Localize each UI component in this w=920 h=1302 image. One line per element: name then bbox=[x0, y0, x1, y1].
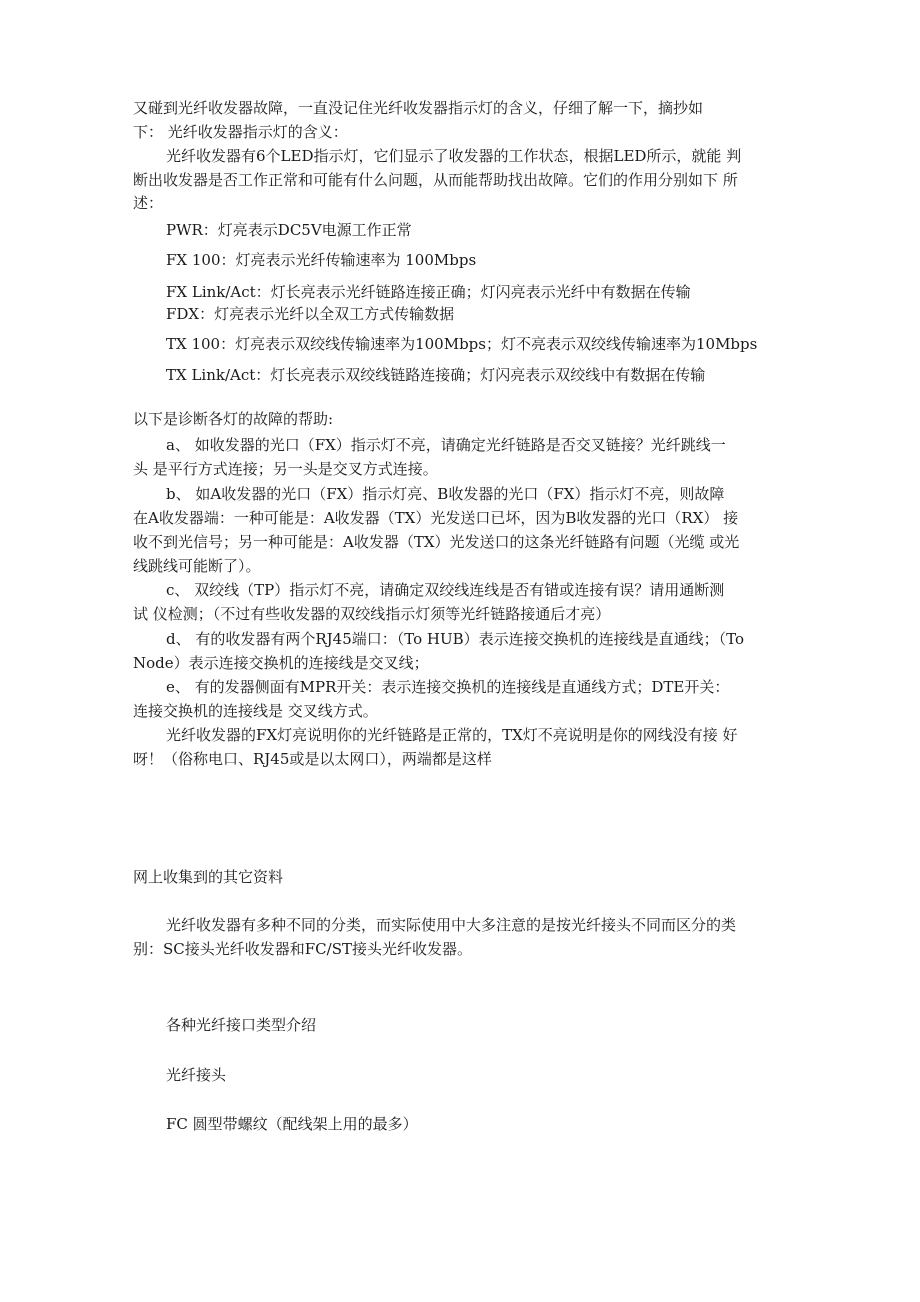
led-item-fx100: FX 100：灯亮表示光纤传输速率为 100Mbps bbox=[166, 251, 477, 269]
led-item-tx-link: TX Link/Act：灯长亮表示双绞线链路连接确；灯闪亮表示双绞线中有数据在传输 bbox=[166, 366, 706, 384]
led-intro-line-3: 述： bbox=[133, 194, 164, 212]
led-item-fx-link: FX Link/Act：灯长亮表示光纤链路连接正确；灯闪亮表示光纤中有数据在传输 bbox=[166, 283, 691, 301]
diagnosis-f-line-1: 光纤收发器的FX灯亮说明你的光纤链路是正常的，TX灯不亮说明是你的网线没有接 好 bbox=[166, 726, 738, 744]
other-heading: 网上收集到的其它资料 bbox=[133, 868, 284, 886]
diagnosis-heading: 以下是诊断各灯的故障的帮助: bbox=[133, 410, 334, 428]
diagnosis-d-line-1: d、 有的收发器有两个RJ45端口：（To HUB）表示连接交换机的连接线是直通线；（To bbox=[166, 630, 745, 648]
fiber-connector-heading: 光纤接头 bbox=[166, 1066, 227, 1084]
diagnosis-f-line-2: 呀！（俗称电口、RJ45或是以太网口），两端都是这样 bbox=[133, 750, 492, 768]
diagnosis-d-line-2: Node）表示连接交换机的连接线是交叉线； bbox=[133, 654, 429, 672]
other-paragraph-line-2: 别：SC接头光纤收发器和FC/ST接头光纤收发器。 bbox=[133, 940, 472, 958]
diagnosis-c-line-1: c、 双绞线（TP）指示灯不亮，请确定双绞线连线是否有错或连接有误？请用通断测 bbox=[166, 581, 725, 599]
led-intro-line-1: 光纤收发器有6个LED指示灯，它们显示了收发器的工作状态，根据LED所示，就能 判 bbox=[166, 147, 742, 165]
fc-connector-item: FC 圆型带螺纹（配线架上用的最多） bbox=[166, 1115, 418, 1133]
diagnosis-b-line-2: 在A收发器端：一种可能是：A收发器（TX）光发送口已坏，因为B收发器的光口（RX） 接 bbox=[133, 509, 739, 527]
other-paragraph-line-1: 光纤收发器有多种不同的分类，而实际使用中大多注意的是按光纤接头不同而区分的类 bbox=[166, 916, 737, 934]
led-item-fdx: FDX：灯亮表示光纤以全双工方式传输数据 bbox=[166, 305, 455, 323]
diagnosis-c-line-2: 试 仪检测；（不过有些收发器的双绞线指示灯须等光纤链路接通后才亮） bbox=[133, 605, 611, 623]
intro-line-2: 下： 光纤收发器指示灯的含义： bbox=[133, 123, 348, 141]
led-item-tx100: TX 100：灯亮表示双绞线传输速率为100Mbps；灯不亮表示双绞线传输速率为10Mbps bbox=[166, 335, 758, 353]
diagnosis-b-line-4: 线跳线可能断了）。 bbox=[133, 557, 261, 575]
led-intro-line-2: 断出收发器是否工作正常和可能有什么问题，从而能帮助找出故障。它们的作用分别如下 所 bbox=[133, 171, 738, 189]
diagnosis-e-line-1: e、 有的发器侧面有MPR开关：表示连接交换机的连接线是直通线方式；DTE开关： bbox=[166, 678, 730, 696]
diagnosis-b-line-1: b、 如A收发器的光口（FX）指示灯亮、B收发器的光口（FX）指示灯不亮，则故障 bbox=[166, 485, 725, 503]
diagnosis-a-line-1: a、 如收发器的光口（FX）指示灯不亮，请确定光纤链路是否交叉链接？光纤跳线一 bbox=[166, 436, 726, 454]
led-item-pwr: PWR：灯亮表示DC5V电源工作正常 bbox=[166, 221, 412, 239]
diagnosis-b-line-3: 收不到光信号；另一种可能是：A收发器（TX）光发送口的这条光纤链路有问题（光缆 或光 bbox=[133, 533, 740, 551]
connector-types-heading: 各种光纤接口类型介绍 bbox=[166, 1016, 317, 1034]
intro-line-1: 又碰到光纤收发器故障，一直没记住光纤收发器指示灯的含义，仔细了解一下，摘抄如 bbox=[133, 99, 704, 117]
diagnosis-a-line-2: 头 是平行方式连接；另一头是交叉方式连接。 bbox=[133, 460, 438, 478]
diagnosis-e-line-2: 连接交换机的连接线是 交叉线方式。 bbox=[133, 702, 378, 720]
